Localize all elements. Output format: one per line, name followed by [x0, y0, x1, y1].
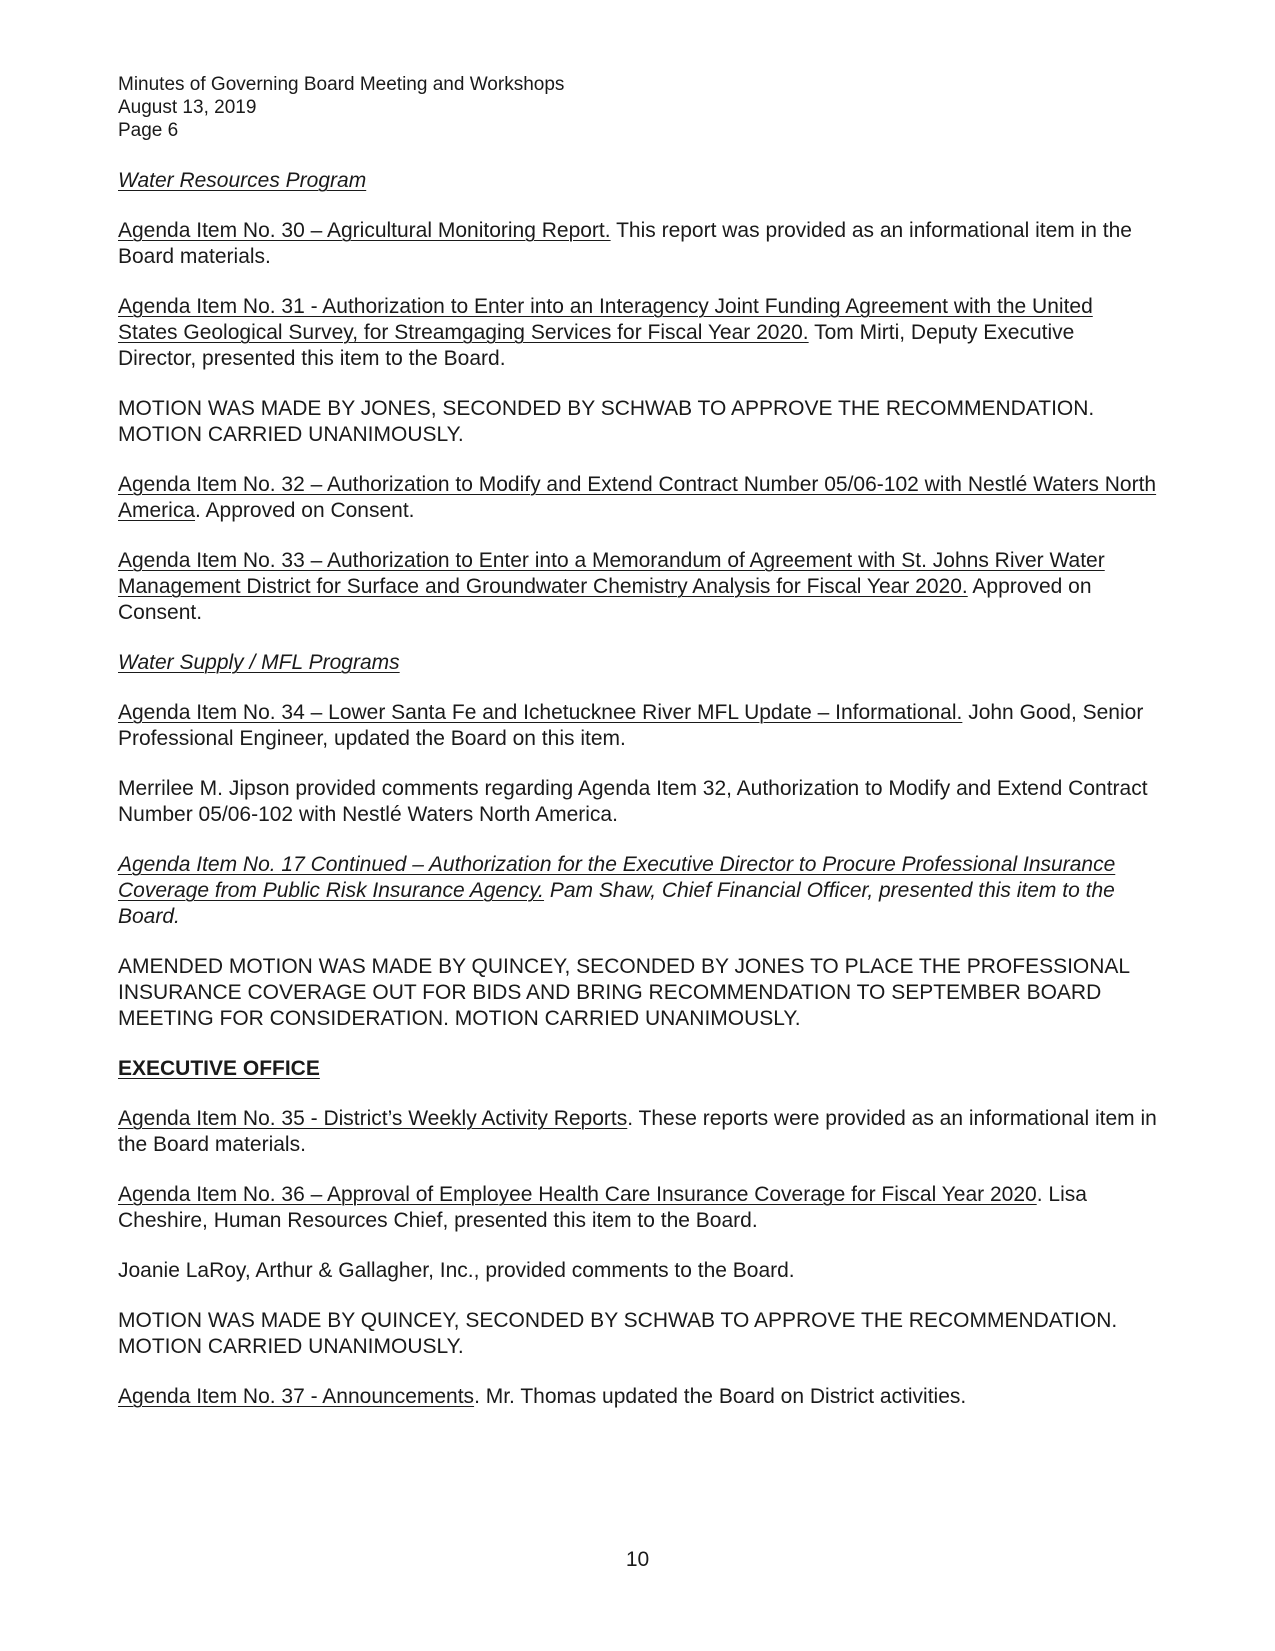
section-heading-water-resources: Water Resources Program	[118, 169, 367, 192]
agenda-item-34-text: John Good, Senior Professional Engineer, updated the Board on this item.	[118, 701, 1144, 750]
agenda-item-31-title: Agenda Item No. 31 - Authorization to Enter into an Interagency Joint Funding Agreement with the United States Geological Survey, for Streamgaging Services for Fiscal Year 2020.	[118, 295, 1093, 344]
agenda-item-31-text: Tom Mirti, Deputy Executive Director, presented this item to the Board.	[118, 321, 1075, 370]
laroy-comment: Joanie LaRoy, Arthur & Gallagher, Inc., provided comments to the Board.	[118, 1259, 795, 1282]
agenda-item-17-title: Agenda Item No. 17 Continued – Authorization for the Executive Director to Procure Professional Insurance Coverage from Public Risk Insurance Agency.	[118, 853, 1116, 902]
header-title: Minutes of Governing Board Meeting and Workshops	[118, 74, 565, 95]
agenda-item-37-text: . Mr. Thomas updated the Board on District activities.	[474, 1385, 967, 1408]
section-heading-executive-office: EXECUTIVE OFFICE	[118, 1057, 320, 1080]
document-page	[118, 73, 1158, 1410]
header-date: August 13, 2019	[118, 97, 257, 118]
agenda-item-34	[118, 700, 1158, 752]
header-page: Page 6	[118, 120, 179, 141]
agenda-item-30-text: This report was provided as an informational item in the Board materials.	[118, 219, 1132, 268]
agenda-item-32-title: Agenda Item No. 32 – Authorization to Modify and Extend Contract Number 05/06-102 with Nestlé Waters North America	[118, 473, 1157, 522]
section-heading-water-supply: Water Supply / MFL Programs	[118, 651, 400, 674]
agenda-item-32	[118, 472, 1158, 524]
agenda-item-35-text: . These reports were provided as an informational item in the Board materials.	[118, 1107, 1157, 1156]
agenda-item-37	[118, 1384, 1158, 1410]
agenda-item-32-text: . Approved on Consent.	[195, 499, 415, 522]
agenda-item-17	[118, 852, 1158, 930]
agenda-item-33-text: Approved on Consent.	[118, 575, 1092, 624]
agenda-item-35-title: Agenda Item No. 35 - District’s Weekly Activity Reports	[118, 1107, 628, 1130]
motion-3: MOTION WAS MADE BY QUINCEY, SECONDED BY SCHWAB TO APPROVE THE RECOMMENDATION. MOTION CARRIED UNANIMOUSLY.	[118, 1309, 1118, 1358]
agenda-item-36-title: Agenda Item No. 36 – Approval of Employee Health Care Insurance Coverage for Fiscal Year 2020	[118, 1183, 1037, 1206]
agenda-item-30-title: Agenda Item No. 30 – Agricultural Monitoring Report.	[118, 219, 611, 242]
agenda-item-35	[118, 1106, 1158, 1158]
page-header	[118, 73, 1158, 142]
agenda-item-34-title: Agenda Item No. 34 – Lower Santa Fe and Ichetucknee River MFL Update – Informational.	[118, 701, 963, 724]
motion-1: MOTION WAS MADE BY JONES, SECONDED BY SCHWAB TO APPROVE THE RECOMMENDATION. MOTION CARRIED UNANIMOUSLY.	[118, 397, 1095, 446]
motion-2: AMENDED MOTION WAS MADE BY QUINCEY, SECONDED BY JONES TO PLACE THE PROFESSIONAL INSURANCE COVERAGE OUT FOR BIDS AND BRING RECOMMENDATION TO SEPTEMBER BOARD MEETING FOR CONSIDERATION. MOTION CARRIED UNANIMOUSLY.	[118, 955, 1130, 1030]
agenda-item-33	[118, 548, 1158, 626]
agenda-item-36	[118, 1182, 1158, 1234]
agenda-item-37-title: Agenda Item No. 37 - Announcements	[118, 1385, 475, 1408]
jipson-comment: Merrilee M. Jipson provided comments regarding Agenda Item 32, Authorization to Modify and Extend Contract Number 05/06-102 with Nestlé Waters North America.	[118, 777, 1148, 826]
page-number: 10	[625, 1548, 650, 1571]
agenda-item-30	[118, 218, 1158, 270]
agenda-item-31	[118, 294, 1158, 372]
agenda-item-36-text: . Lisa Cheshire, Human Resources Chief, presented this item to the Board.	[118, 1183, 1087, 1232]
agenda-item-33-title: Agenda Item No. 33 – Authorization to Enter into a Memorandum of Agreement with St. Johns River Water Management District for Surface and Groundwater Chemistry Analysis for Fiscal Year 2020.	[118, 549, 1105, 598]
agenda-item-17-text: Pam Shaw, Chief Financial Officer, presented this item to the Board.	[118, 879, 1115, 928]
